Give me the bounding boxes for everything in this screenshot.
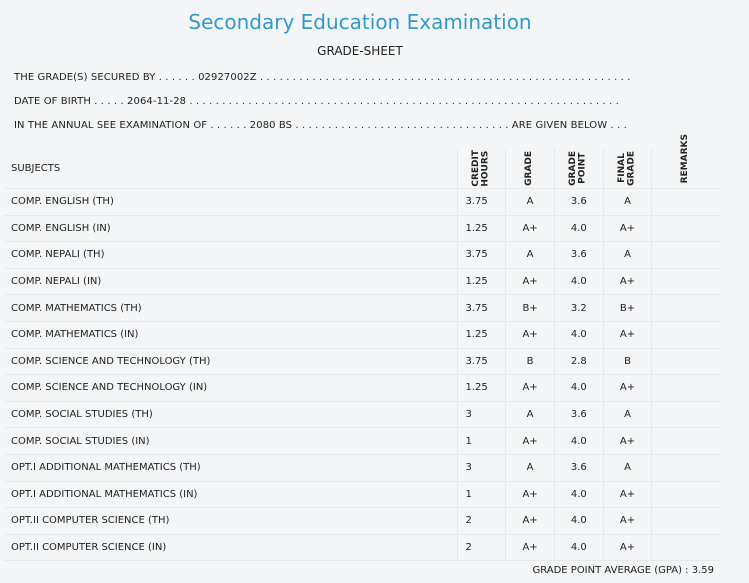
- final-grade-cell: A+: [603, 482, 652, 508]
- subject-cell: COMP. ENGLISH (IN): [11, 222, 111, 234]
- header-grade: GRADE: [524, 150, 535, 186]
- remarks-cell: [651, 216, 720, 242]
- symbol-number-line: THE GRADE(S) SECURED BY . . . . . . 02927002Z . . . . . . . . . . . . . . . . . . . . . . . . . . . . . . . . . . . . . . . . . . . . . . . . . . . . . . . . .: [14, 72, 631, 83]
- table-row: [4, 269, 720, 296]
- table-row: [4, 535, 720, 562]
- grade-cell: A+: [505, 322, 554, 348]
- grade-cell: A+: [505, 482, 554, 508]
- header-final-grade-cell: [603, 148, 652, 188]
- grade-cell: A+: [505, 535, 554, 561]
- grade-point-cell: 4.0: [554, 375, 603, 401]
- subject-cell: COMP. MATHEMATICS (IN): [11, 329, 139, 341]
- credit-hours-cell: 1.25: [457, 216, 505, 242]
- remarks-cell: [651, 189, 720, 215]
- grade-cell: A+: [505, 428, 554, 454]
- credit-hours-cell: 3.75: [457, 189, 505, 215]
- credit-hours-cell: 1: [457, 482, 505, 508]
- credit-hours-cell: 3: [457, 402, 505, 428]
- remarks-cell: [651, 322, 720, 348]
- credit-hours-cell: 1.25: [457, 375, 505, 401]
- grade-cell: B+: [505, 295, 554, 321]
- final-grade-cell: A+: [603, 428, 652, 454]
- subject-cell: COMP. SCIENCE AND TECHNOLOGY (IN): [11, 382, 208, 394]
- grade-point-cell: 4.0: [554, 508, 603, 534]
- header-credit-hours: CREDIT HOURS: [471, 149, 491, 187]
- table-row: [4, 402, 720, 429]
- header-grade-point-cell: [554, 148, 603, 188]
- final-grade-cell: A+: [603, 535, 652, 561]
- grade-cell: A: [505, 455, 554, 481]
- subject-cell: COMP. SOCIAL STUDIES (TH): [11, 409, 153, 421]
- grade-cell: A+: [505, 216, 554, 242]
- credit-hours-cell: 3.75: [457, 349, 505, 375]
- date-of-birth-line: DATE OF BIRTH . . . . . 2064-11-28 . . . . . . . . . . . . . . . . . . . . . . . . . . . . . . . . . . . . . . . . . . . . . . . . . . . . . . . . . . . . . . . . . .: [14, 96, 619, 107]
- grade-point-cell: 3.6: [554, 455, 603, 481]
- credit-hours-cell: 3.75: [457, 242, 505, 268]
- table-header-row: [4, 134, 720, 189]
- final-grade-cell: A+: [603, 375, 652, 401]
- grade-point-cell: 3.6: [554, 242, 603, 268]
- final-grade-cell: B+: [603, 295, 652, 321]
- gpa-summary: GRADE POINT AVERAGE (GPA) : 3.59: [532, 565, 714, 576]
- grade-point-cell: 4.0: [554, 216, 603, 242]
- grade-cell: A: [505, 242, 554, 268]
- credit-hours-cell: 1.25: [457, 322, 505, 348]
- grade-cell: A+: [505, 375, 554, 401]
- grade-point-cell: 4.0: [554, 535, 603, 561]
- final-grade-cell: A+: [603, 216, 652, 242]
- final-grade-cell: A: [603, 189, 652, 215]
- subject-cell: OPT.II COMPUTER SCIENCE (TH): [11, 515, 170, 527]
- table-row: [4, 428, 720, 455]
- grade-point-cell: 3.2: [554, 295, 603, 321]
- grade-cell: A+: [505, 508, 554, 534]
- table-body: [4, 189, 720, 561]
- remarks-cell: [651, 482, 720, 508]
- credit-hours-cell: 2: [457, 508, 505, 534]
- remarks-cell: [651, 428, 720, 454]
- exam-year-line: IN THE ANNUAL SEE EXAMINATION OF . . . . . . 2080 BS . . . . . . . . . . . . . . . . . . . . . . . . . . . . . . . . . ARE GIVEN BELOW . . .: [14, 120, 627, 131]
- table-row: [4, 242, 720, 269]
- header-grade-cell: [505, 148, 554, 188]
- remarks-cell: [651, 242, 720, 268]
- subject-cell: COMP. NEPALI (TH): [11, 249, 105, 261]
- table-row: [4, 508, 720, 535]
- credit-hours-cell: 1: [457, 428, 505, 454]
- subject-cell: COMP. MATHEMATICS (TH): [11, 302, 142, 314]
- grade-cell: B: [505, 349, 554, 375]
- table-row: [4, 216, 720, 243]
- grade-cell: A: [505, 402, 554, 428]
- table-row: [4, 375, 720, 402]
- final-grade-cell: A: [603, 455, 652, 481]
- page-subtitle: GRADE-SHEET: [317, 44, 403, 58]
- header-grade-point: GRADE POINT: [568, 150, 588, 186]
- remarks-cell: [651, 295, 720, 321]
- credit-hours-cell: 3: [457, 455, 505, 481]
- subject-cell: OPT.I ADDITIONAL MATHEMATICS (IN): [11, 488, 198, 500]
- table-row: [4, 349, 720, 376]
- subject-cell: COMP. ENGLISH (TH): [11, 196, 114, 208]
- remarks-cell: [651, 269, 720, 295]
- subject-cell: COMP. NEPALI (IN): [11, 276, 102, 288]
- subject-cell: OPT.I ADDITIONAL MATHEMATICS (TH): [11, 462, 201, 474]
- header-subjects: SUBJECTS: [11, 162, 61, 174]
- grade-point-cell: 3.6: [554, 402, 603, 428]
- remarks-cell: [651, 375, 720, 401]
- table-row: [4, 189, 720, 216]
- header-remarks: REMARKS: [680, 134, 691, 184]
- table-row: [4, 322, 720, 349]
- grade-table: [4, 134, 720, 561]
- header-final-grade: FINAL GRADE: [617, 150, 637, 186]
- subject-cell: OPT.II COMPUTER SCIENCE (IN): [11, 542, 167, 554]
- subject-cell: COMP. SCIENCE AND TECHNOLOGY (TH): [11, 355, 211, 367]
- page-title: Secondary Education Examination: [188, 10, 532, 34]
- final-grade-cell: B: [603, 349, 652, 375]
- subject-cell: COMP. SOCIAL STUDIES (IN): [11, 435, 150, 447]
- grade-point-cell: 2.8: [554, 349, 603, 375]
- header-credit-hours-cell: [457, 148, 505, 188]
- remarks-cell: [651, 535, 720, 561]
- final-grade-cell: A: [603, 242, 652, 268]
- credit-hours-cell: 2: [457, 535, 505, 561]
- remarks-cell: [651, 402, 720, 428]
- header-remarks-cell: [651, 134, 720, 188]
- credit-hours-cell: 1.25: [457, 269, 505, 295]
- grade-point-cell: 3.6: [554, 189, 603, 215]
- final-grade-cell: A+: [603, 322, 652, 348]
- final-grade-cell: A+: [603, 269, 652, 295]
- grade-point-cell: 4.0: [554, 322, 603, 348]
- remarks-cell: [651, 455, 720, 481]
- credit-hours-cell: 3.75: [457, 295, 505, 321]
- grade-point-cell: 4.0: [554, 482, 603, 508]
- final-grade-cell: A+: [603, 508, 652, 534]
- table-row: [4, 455, 720, 482]
- table-row: [4, 295, 720, 322]
- grade-point-cell: 4.0: [554, 269, 603, 295]
- grade-point-cell: 4.0: [554, 428, 603, 454]
- remarks-cell: [651, 349, 720, 375]
- table-row: [4, 482, 720, 509]
- grade-cell: A+: [505, 269, 554, 295]
- final-grade-cell: A: [603, 402, 652, 428]
- grade-cell: A: [505, 189, 554, 215]
- remarks-cell: [651, 508, 720, 534]
